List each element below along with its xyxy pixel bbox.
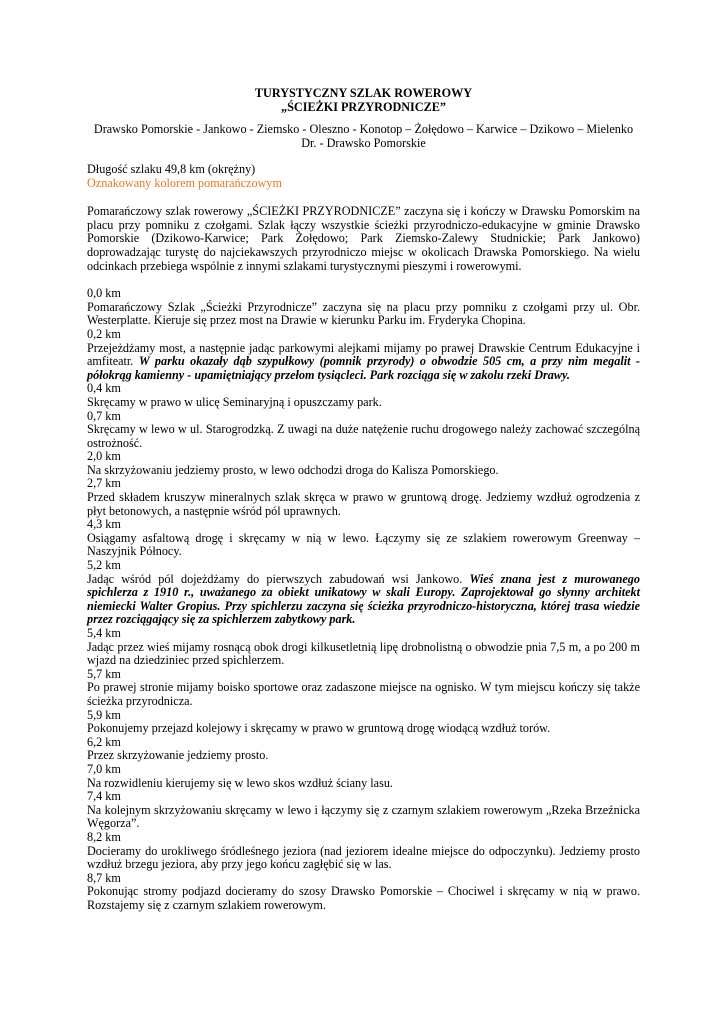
trail-marking: Oznakowany kolorem pomarańczowym xyxy=(87,175,282,190)
stage-km: 0,2 km xyxy=(87,326,121,341)
stage-item xyxy=(87,287,640,328)
trail-length: Długość szlaku 49,8 km (okrężny) xyxy=(87,162,256,176)
stage-description xyxy=(87,301,640,328)
stage-km: 5,9 km xyxy=(87,707,121,722)
stage-item xyxy=(87,559,640,627)
stage-text: Przez skrzyżowanie jedziemy prosto. xyxy=(87,748,269,763)
stage-list xyxy=(87,287,640,912)
stage-item xyxy=(87,518,640,559)
stage-text: Na skrzyżowaniu jedziemy prosto, w lewo odchodzi droga do Kalisza Pomorskiego. xyxy=(87,462,499,477)
stage-text: Po prawej stronie mijamy boisko sportowe oraz zadaszone miejsce na ognisko. W tym miejscu kończy się także ścieżka przyrodnicza. xyxy=(87,680,640,708)
stage-item xyxy=(87,709,640,736)
route-description: Drawsko Pomorskie - Jankowo - Ziemsko - Oleszno - Konotop – Żołędowo – Karwice – Dzikowo – Mielenko Dr. - Drawsko Pomorskie xyxy=(93,122,634,150)
stage-text: Jadąc wśród pól dojeżdżamy do pierwszych zabudowań wsi Jankowo. xyxy=(87,571,470,586)
stage-text: Na kolejnym skrzyżowaniu skręcamy w lewo i łączymy się z czarnym szlakiem rowerowym „Rzeka Brzeźnicka Węgorza”. xyxy=(87,802,640,831)
stage-description xyxy=(87,722,640,736)
stage-text: Osiągamy asfaltową drogę i skręcamy w nią w lewo. Łączymy się ze szlakiem rowerowym Greenway – Naszyjnik Północy. xyxy=(87,530,640,559)
stage-text: Docieramy do urokliwego śródleśnego jeziora (nad jeziorem idealne miejsce do odpoczynku). Jedziemy prosto wzdłuż brzegu jeziora, aby przy jego końcu zagłębić się w las. xyxy=(87,843,640,872)
stage-description xyxy=(87,423,640,450)
stage-description xyxy=(87,845,640,872)
stage-item xyxy=(87,410,640,451)
stage-km: 6,2 km xyxy=(87,734,121,749)
stage-description xyxy=(87,681,640,708)
title-line-1: TURYSTYCZNY SZLAK ROWEROWY xyxy=(254,86,473,100)
stage-text: Jadąc przez wieś mijamy rosnącą obok drogi kilkusetletnią lipę drobnolistną o obwodzie pnia 7,5 m, a po 200 m wjazd na dziedziniec przed spichlerzem. xyxy=(87,639,640,668)
stage-text: Przed składem kruszyw mineralnych szlak skręca w prawo w gruntową drogę. Jedziemy wzdłuż ogrodzenia z płyt betonowych, a następnie wśród pól uprawnych. xyxy=(87,490,640,518)
stage-text: Skręcamy w lewo w ul. Starogrodzką. Z uwagi na duże natężenie ruchu drogowego należy zachować szczególną ostrożność. xyxy=(87,422,640,450)
stage-description xyxy=(87,342,640,383)
stage-description xyxy=(87,464,640,478)
stage-km: 5,4 km xyxy=(87,626,121,640)
title-line-2: „ŚCIEŻKI PRZYRODNICZE” xyxy=(281,100,446,114)
stage-description xyxy=(87,777,640,791)
stage-description xyxy=(87,396,640,410)
stage-description xyxy=(87,804,640,831)
stage-km: 2,7 km xyxy=(87,476,121,491)
stage-km: 7,4 km xyxy=(87,789,121,804)
trail-meta xyxy=(87,163,640,190)
stage-text: Pomarańczowy Szlak „Ścieżki Przyrodnicze” zaczyna się na placu przy pomniku z czołgami przy ul. Obr. Westerplatte. Kieruje się przez most na Drawie w kierunku Parku im. Fryderyka Chopina. xyxy=(87,299,640,328)
stage-item xyxy=(87,831,640,872)
stage-description xyxy=(87,749,640,763)
stage-text: Na rozwidleniu kierujemy się w lewo skos wzdłuż ściany lasu. xyxy=(87,775,393,790)
stage-item xyxy=(87,790,640,831)
stage-km: 4,3 km xyxy=(87,517,121,532)
stage-text: Skręcamy w prawo w ulicę Seminaryjną i opuszczamy park. xyxy=(87,394,382,409)
stage-text: Przejeżdżamy most, a następnie jadąc parkowymi alejkami mijamy po prawej Drawskie Centrum Edukacyjne i amfiteatr. xyxy=(87,340,640,369)
stage-km: 0,4 km xyxy=(87,381,121,396)
stage-km: 8,7 km xyxy=(87,870,121,885)
stage-item xyxy=(87,736,640,763)
stage-description xyxy=(87,491,640,518)
document-title xyxy=(87,86,640,114)
stage-km: 5,2 km xyxy=(87,558,121,573)
stage-km: 0,7 km xyxy=(87,408,121,423)
intro-paragraph: Pomarańczowy szlak rowerowy „ŚCIEŻKI PRZYRODNICZE” zaczyna się i kończy w Drawsku Pomorskim na placu przy pomniku z czołgami. Szlak łączy wszystkie ścieżki przyrodniczo-edukacyjne w gminie Drawsko Pomorskie (Dzikowo-Karwice; Park Żołędowo; Park Ziemsko-Zalewy Studnickie; Park Jankowo) doprowadzając turystę do najciekawszych przyrodniczo miejsc w okolicach Drawska Pomorskiego. Na wielu odcinkach przebiega wspólnie z innymi szlakami turystycznymi pieszymi i rowerowymi. xyxy=(87,204,640,273)
stage-item xyxy=(87,328,640,382)
stage-description xyxy=(87,573,640,627)
stage-km: 8,2 km xyxy=(87,829,121,844)
stage-highlight: W parku okazały dąb szypułkowy (pomnik przyrody) o obwodzie 505 cm, a przy nim megalit - półokrąg kamienny - upamiętniający przełom tysiącleci. Park rozciąga się w zakolu rzeki Drawy. xyxy=(87,354,640,382)
stage-text: Pokonując stromy podjazd docieramy do szosy Drawsko Pomorskie – Chociwel i skręcamy w nią w prawo. Rozstajemy się z czarnym szlakiem rowerowym. xyxy=(87,884,640,912)
stage-item xyxy=(87,382,640,409)
stage-item xyxy=(87,763,640,790)
stage-description xyxy=(87,885,640,912)
stage-km: 5,7 km xyxy=(87,666,121,681)
stage-description xyxy=(87,532,640,559)
stage-highlight: Wieś znana jest z murowanego spichlerza z 1910 r., uważanego za obiekt unikatowy w skali Europy. Zaprojektował go słynny architekt niemiecki Walter Gropius. Przy spichlerzu zaczyna się ścieżka przyrodniczo-historyczna, której trasa wiedzie przez rozciągający się za spichlerzem zabytkowy park. xyxy=(87,571,640,627)
stage-km: 0,0 km xyxy=(87,286,121,301)
stage-item xyxy=(87,872,640,913)
stage-text: Pokonujemy przejazd kolejowy i skręcamy w prawo w gruntową drogę wiodącą wzdłuż torów. xyxy=(87,721,551,736)
stage-description xyxy=(87,641,640,668)
stage-item xyxy=(87,450,640,477)
stage-km: 2,0 km xyxy=(87,449,121,464)
stage-item xyxy=(87,668,640,709)
document-page xyxy=(87,86,640,912)
stage-item xyxy=(87,627,640,668)
stage-km: 7,0 km xyxy=(87,761,121,776)
stage-item xyxy=(87,477,640,518)
